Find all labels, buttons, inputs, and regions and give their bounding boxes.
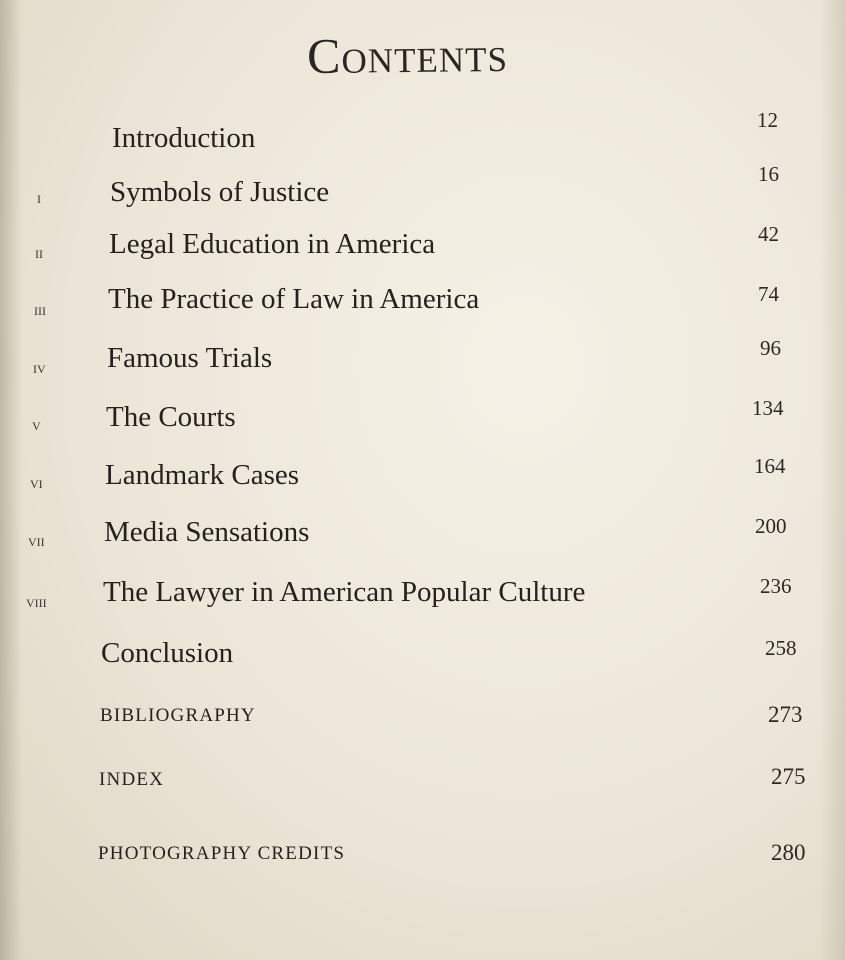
toc-entry-label: Conclusion: [101, 637, 234, 669]
page-edge-shadow-left: [0, 0, 22, 960]
toc-entry-label: INDEX: [99, 769, 165, 790]
toc-entry-page: 16: [758, 162, 779, 186]
toc-entry-label: BIBLIOGRAPHY: [100, 705, 256, 726]
toc-entry-page: 96: [760, 336, 781, 360]
toc-entry-roman-numeral: ii: [35, 243, 43, 262]
toc-entry-label: The Lawyer in American Popular Culture: [103, 576, 586, 608]
toc-entry-label: The Courts: [106, 401, 236, 433]
toc-entry-page: 258: [765, 636, 797, 660]
toc-entry-label: The Practice of Law in America: [108, 283, 480, 315]
toc-entry-label: PHOTOGRAPHY CREDITS: [98, 843, 346, 864]
toc-entry-roman-numeral: i: [37, 188, 41, 207]
toc-entry-label: Legal Education in America: [109, 228, 436, 260]
toc-entry-label: Media Sensations: [104, 516, 310, 548]
toc-entry-label: Famous Trials: [107, 342, 273, 374]
toc-entry-roman-numeral: viii: [26, 592, 47, 611]
toc-entry-page: 74: [758, 282, 779, 306]
toc-entry-page: 164: [754, 454, 786, 478]
toc-entry-page: 236: [760, 574, 792, 598]
toc-entry-page: 275: [771, 764, 806, 789]
toc-entry-page: 200: [755, 514, 787, 538]
toc-entry-page: 12: [757, 108, 778, 132]
toc-entry-roman-numeral: iii: [34, 300, 46, 319]
toc-entry-roman-numeral: v: [32, 415, 41, 434]
toc-entry-page: 273: [768, 702, 803, 727]
page-edge-shadow-right: [819, 0, 845, 960]
toc-entry-label: Landmark Cases: [105, 459, 300, 491]
toc-entry-label: Symbols of Justice: [110, 176, 330, 208]
toc-entry-roman-numeral: vi: [30, 473, 43, 492]
toc-entry-label: Introduction: [112, 122, 256, 154]
toc-entry-page: 134: [752, 396, 784, 420]
toc-entry-page: 280: [771, 840, 806, 865]
toc-entry-roman-numeral: vii: [28, 531, 45, 550]
page-title: Contents: [306, 25, 509, 85]
toc-entry-roman-numeral: iv: [33, 358, 46, 377]
toc-entry-page: 42: [758, 222, 779, 246]
